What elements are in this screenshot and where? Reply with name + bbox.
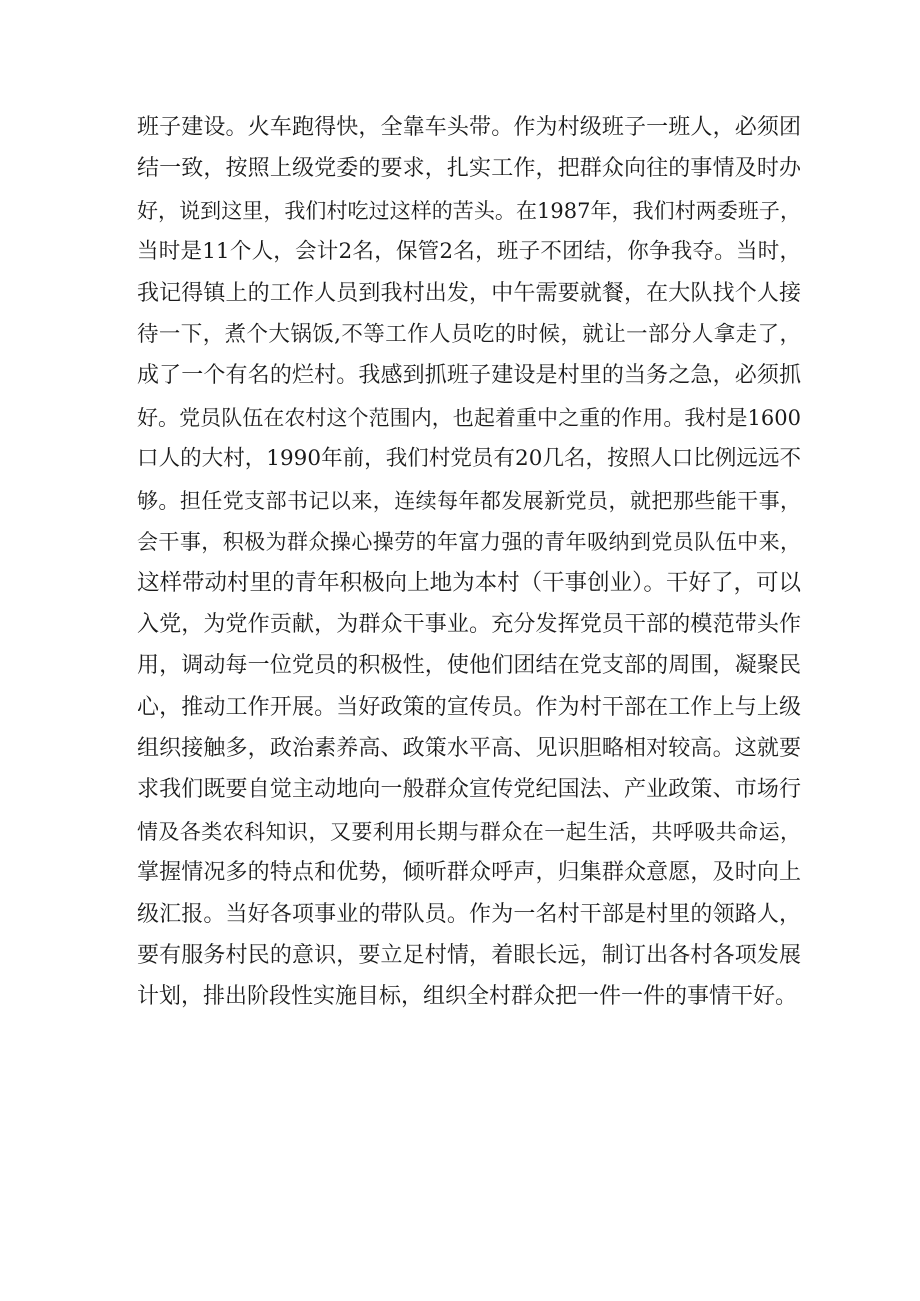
text-line: 心，推动工作开展。当好政策的宣传员。作为村干部在工作上与上级: [137, 694, 801, 720]
text-line: 口人的大村，1990年前，我们村党员有20几名，按照人口比例远远不: [137, 446, 801, 472]
text-line: 这样带动村里的青年积极向上地为本村（干事创业）。干好了，可以: [137, 570, 801, 597]
text-line: 我记得镇上的工作人员到我村出发，中午需要就餐，在大队找个人接: [137, 280, 801, 306]
text-line: 当时是11个人，会计2名，保管2名，班子不团结，你争我夺。当时，: [137, 239, 801, 265]
text-line: 够。担任党支部书记以来，连续每年都发展新党员，就把那些能干事，: [137, 488, 801, 513]
text-line: 入党，为党作贡献，为群众干事业。充分发挥党员干部的模范带头作: [137, 611, 801, 637]
text-line: 级汇报。当好各项事业的带队员。作为一名村干部是村里的领路人，: [137, 901, 801, 927]
text-line: 用，调动每一位党员的积极性，使他们团结在党支部的周围，凝聚民: [137, 653, 801, 679]
text-line: 情及各类农科知识，又要利用长期与群众在一起生活，共呼吸共命运，: [137, 819, 801, 844]
text-line: 要有服务村民的意识，要立足村情，着眼长远，制订出各村各项发展: [137, 943, 801, 968]
text-line: 会干事，积极为群众操心操劳的年富力强的青年吸纳到党员队伍中来，: [137, 530, 801, 554]
text-line: 结一致，按照上级党委的要求，扎实工作，把群众向往的事情及时办: [137, 156, 801, 182]
text-line: 组织接触多，政治素养高、政策水平高、见识胆略相对较高。这就要: [137, 736, 801, 761]
text-line: 掌握情况多的特点和优势，倾听群众呼声，归集群众意愿，及时向上: [137, 860, 801, 886]
text-line: 好，说到这里，我们村吃过这样的苦头。在1987年，我们村两委班子，: [137, 198, 801, 223]
text-line: 求我们既要自觉主动地向一般群众宣传党纪国法、产业政策、市场行: [137, 777, 801, 803]
text-line: 好。党员队伍在农村这个范围内，也起着重中之重的作用。我村是1600: [137, 405, 801, 430]
text-line: 计划，排出阶段性实施目标，组织全村群众把一件一件的事情干好。: [137, 984, 798, 1010]
text-line: 班子建设。火车跑得快，全靠车头带。作为村级班子一班人，必须团: [137, 115, 801, 140]
text-line: 待一下，煮个大锅饭,不等工作人员吃的时候，就让一部分人拿走了，: [137, 322, 801, 347]
text-line: 成了一个有名的烂村。我感到抓班子建设是村里的当务之急，必须抓: [137, 363, 801, 389]
